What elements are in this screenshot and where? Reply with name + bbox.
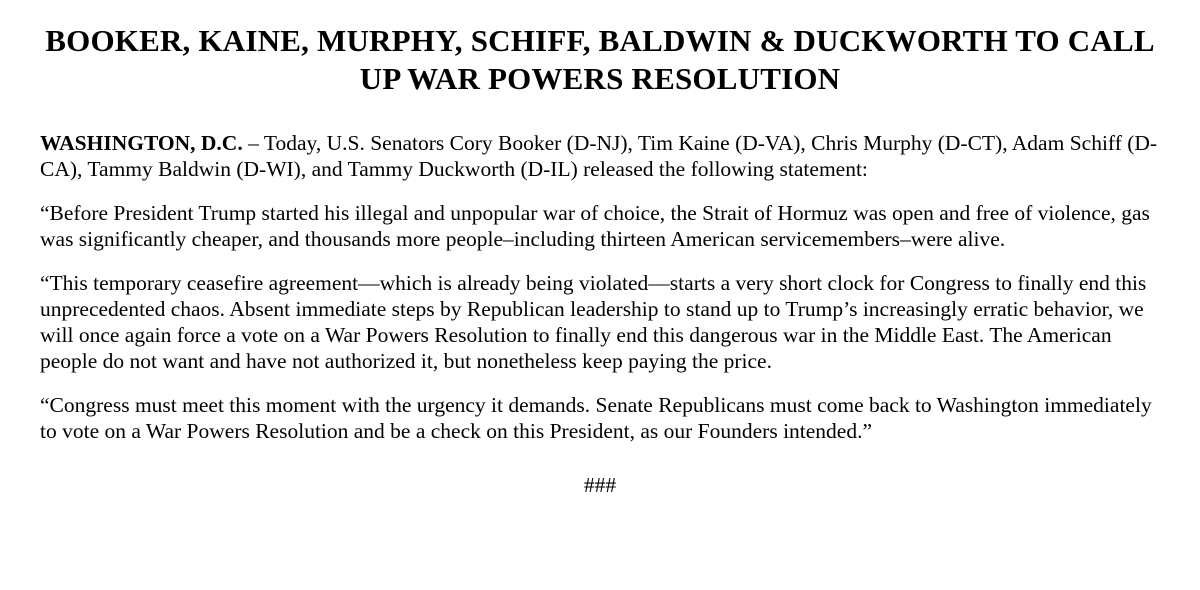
- intro-text: – Today, U.S. Senators Cory Booker (D-NJ), Tim Kaine (D-VA), Chris Murphy (D-CT), Adam Schiff (D-CA), Tammy Baldwin (D-WI), and Tammy Duckworth (D-IL) released the following statement:: [40, 131, 1158, 181]
- statement-paragraph-2: “This temporary ceasefire agreement—which is already being violated—starts a very short clock for Congress to finally end this unprecedented chaos. Absent immediate steps by Republican leadership to stand up to Trump’s increasingly erratic behavior, we will once again force a vote on a War Powers Resolution to finally end this dangerous war in the Middle East. The American people do not want and have not authorized it, but nonetheless keep paying the price.: [40, 271, 1147, 373]
- intro-paragraph: [40, 130, 1160, 182]
- statement-paragraph-1: “Before President Trump started his illegal and unpopular war of choice, the Strait of Hormuz was open and free of violence, gas was significantly cheaper, and thousands more people–including thirteen American servicemembers–were alive.: [40, 201, 1150, 251]
- press-release-title: BOOKER, KAINE, MURPHY, SCHIFF, BALDWIN & DUCKWORTH TO CALL UP WAR POWERS RESOLUTION: [45, 23, 1155, 96]
- end-mark: ###: [583, 473, 617, 497]
- dateline: WASHINGTON, D.C.: [40, 131, 243, 155]
- statement-paragraph-3: “Congress must meet this moment with the urgency it demands. Senate Republicans must come back to Washington immediately to vote on a War Powers Resolution and be a check on this President, as our Founders intended.”: [40, 393, 1152, 443]
